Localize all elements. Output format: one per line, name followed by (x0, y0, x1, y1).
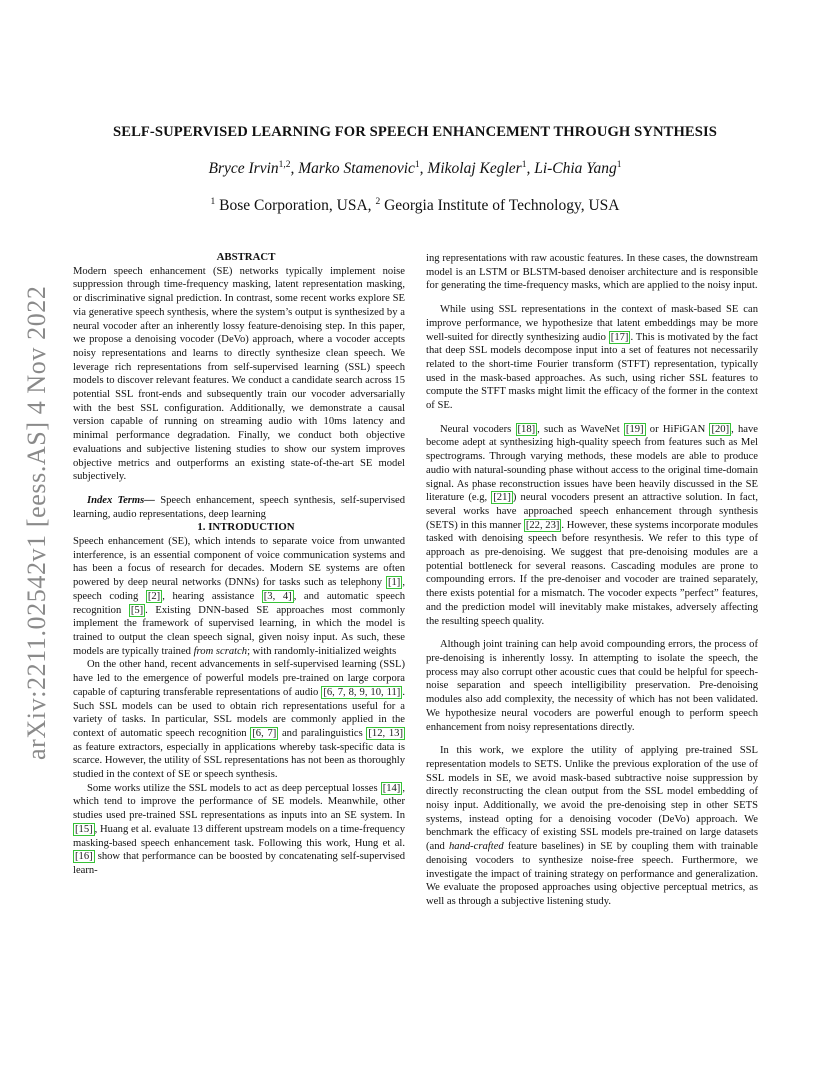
abstract-heading: ABSTRACT (216, 251, 276, 263)
abstract-text: Modern speech enhancement (SE) networks typically implement noise suppression through time-frequency masking, latent representation masking, or discriminative signal prediction. In contrast, some recent works explore SE via generative speech synthesis, where the system’s output is synthesized by a neural vocoder after an inherently lossy feature-denoising step. In this paper, we propose a denoising vocoder (DeVo) approach, where a vocoder accepts noisy representations and learns to directly synthesize clean speech. We leverage rich representations from self-supervised learning (SSL) speech models to discover relevant features. We conduct a candidate search across 15 potential SSL front-ends and subsequently train our vocoder adversarially with the best SSL configuration. Additionally, we demonstrate a causal version capable of running on streaming audio with 10ms latency and minimal performance degradation. Finally, we conduct both objective evaluations and subjective listening studies to show our system improves objective metrics and outperforms an existing state-of-the-art SE model subjectively. (73, 265, 405, 483)
text-run: On the other hand, recent advancements in self-supervised learning (SSL) have led to the emergence of powerful models pre-trained on large corpora capable of capturing transferable representations of audio (73, 659, 405, 698)
author-affil-mark: 1,2 (278, 159, 291, 170)
paper-title: SELF-SUPERVISED LEARNING FOR SPEECH ENHANCEMENT THROUGH SYNTHESIS (113, 124, 717, 140)
index-terms-text: Speech enhancement, speech synthesis, self-supervised learning, audio representations, deep learning (73, 494, 405, 520)
text-run: as feature extractors, especially in applications whereby task-specific data is scarce. However, the utility of SSL representations has not been as thoroughly studied in the context of SE or speech synthesis. (73, 741, 405, 781)
affil-mark: 2 (375, 196, 381, 207)
left-column (73, 251, 405, 878)
affil-mark: 1 (210, 196, 216, 207)
intro-paragraph-3-cont: ing representations with raw acoustic features. In these cases, the downstream model is an LSTM or BLSTM-based denoiser architecture and is responsible for generating the time-frequency masks, which are applied to the noisy input. (426, 253, 758, 292)
text-run: , such as WaveNet (537, 423, 624, 435)
text-run: , have become adept at synthesizing high-quality speech from features such as Mel spectrograms. Through varying methods, these models are able to produce audio with natural-sounding phase without access to the original time-domain signal. As phase reconstruction issues have been heavily discussed in the SE literature (e.g, (426, 423, 758, 504)
intro-paragraph-6: Although joint training can help avoid compounding errors, the process of pre-denoising is inherently lossy. In attempting to isolate the speech, the process may also corrupt other acoustic cues that could be helpful for speech-noise separation and speech intelligibility preservation. Pre-denoising modules also add complexity, the necessity of which has not been validated. We hypothesize neural vocoders are powerful enough to perform speech enhancement from noisy representations directly. (426, 639, 758, 733)
citation-link[interactable]: [2] (147, 590, 161, 602)
text-run: . Existing DNN-based SE approaches most commonly implement the framework of supervised learning, in which the model is trained to output the clean speech signal, given noisy input. As such, these models are typically trained (73, 604, 405, 657)
text-run: , which tend to improve the performance of SE models. Meanwhile, other studies used pre-trained SSL representations as inputs into an SE system. In (73, 782, 405, 822)
text-run: , hearing assistance (162, 590, 262, 602)
citation-link[interactable]: [1] (387, 577, 401, 589)
intro-paragraph-3 (73, 782, 405, 878)
citation-link[interactable]: [22, 23] (525, 519, 560, 531)
index-terms-label: Index Terms— (87, 494, 155, 506)
citation-link[interactable]: [20] (711, 423, 730, 435)
affiliation: Georgia Institute of Technology, USA (380, 197, 620, 214)
text-run: , and automatic speech recognition (73, 590, 406, 616)
text-run: Neural vocoders (440, 423, 516, 435)
text-run: or HiFiGAN (645, 423, 710, 435)
text-run: . However, these systems incorporate modules tasked with denoising speech before resynthesis. We refer to this type of approach as pre-denoising. We suggest that pre-denoising modules are a potential bottleneck for several reasons. Cascading modules are prone to compounding errors. If the pre-denoiser and vocoder are trained separately, there exists potential for a mismatch. The vocoder expects ”perfect” features, and the prediction model will inevitably make mistakes, adversely affecting the resulting speech quality. (426, 519, 758, 627)
author-affil-mark: 1 (521, 159, 527, 170)
author: , Marko Stamenovic (290, 160, 415, 177)
text-run: In this work, we explore the utility of applying pre-trained SSL representation models to SETS. Unlike the previous exploration of the use of SSL models in SE, we avoid mask-based subtractive noise suppression by directly reconstructing the clean output from the SSL model embedding of noisy input. Additionally, we avoid the pre-denoising step in other SETS systems, instead opting for a denoising vocoder (DeVo) approach. We benchmark the efficacy of existing SSL models pre-trained on large datasets (and (426, 745, 758, 853)
author-list (70, 160, 760, 178)
text-run: ; with randomly-initialized weights (247, 645, 397, 657)
author-affil-mark: 1 (616, 159, 622, 170)
citation-link[interactable]: [6, 7, 8, 9, 10, 11] (323, 686, 401, 698)
citation-link[interactable]: [15] (75, 823, 93, 835)
emphasis: from scratch (193, 645, 248, 657)
citation-link[interactable]: [5] (130, 604, 144, 616)
text-run: . This is motivated by the fact that deep SSL models decompose input into a set of features not necessarily related to the short-time Fourier transform (STFT) representation, typically used in the mask-based approaches. As such, using richer SSL features to compute the STFT masks might limit the efficacy of the former in the context of SE. (426, 331, 758, 412)
citation-link[interactable]: [21] (493, 492, 511, 504)
text-run: Some works utilize the SSL models to act as deep perceptual losses (87, 782, 381, 794)
intro-paragraph-4 (426, 303, 758, 413)
intro-paragraph-5 (426, 423, 758, 629)
citation-link[interactable]: [19] (625, 423, 644, 435)
author-affil-mark: 1 (414, 159, 420, 170)
text-run: feature baselines) in SE by coupling them with trainable denoising vocoders to synthesize noise-free speech. Furthermore, we investigate the impact of training strategy on performance and generalization. We evaluate the proposed approaches using objective perceptual metrics, as well as through a subjective listening study. (426, 841, 758, 907)
intro-paragraph-1 (73, 535, 405, 658)
text-run: , Huang et al. evaluate 13 different upstream models on a time-frequency masking-based speech enhancement task. Following this work, Hung et al. (73, 823, 405, 849)
arxiv-identifier: arXiv:2211.02542v1 [eess.AS] 4 Nov 2022 (22, 285, 51, 760)
text-run: Speech enhancement (SE), which intends to separate voice from unwanted interference, is an essential component of voice communication systems and has been a focus of research for decades. Modern SE systems are often powered by deep neural networks (DNNs) for tasks such as telephony (73, 536, 405, 589)
text-run: ) neural vocoders present an attractive solution. In fact, several works have approached speech enhancement through synthesis (SETS) in this manner (426, 492, 759, 531)
intro-paragraph-2 (73, 658, 405, 781)
affiliations (70, 197, 760, 215)
author: Bryce Irvin (208, 160, 279, 177)
text-run: show that performance can be boosted by concatenating self-supervised learn- (73, 851, 405, 876)
section-heading-introduction: 1. INTRODUCTION (197, 521, 295, 534)
citation-link[interactable]: [6, 7] (252, 727, 277, 739)
author: , Li-Chia Yang (526, 160, 617, 177)
citation-link[interactable]: [3, 4] (263, 590, 292, 602)
citation-link[interactable]: [16] (75, 851, 93, 863)
text-run: While using SSL representations in the context of mask-based SE can improve performance, we hypothesize that latent embeddings may be more well-suited for directly synthesizing audio (426, 304, 758, 343)
text-run: and paralinguistics (278, 727, 367, 739)
affiliation: Bose Corporation, USA, (215, 197, 376, 214)
text-run: . Such SSL models can be used to obtain rich representations useful for a variety of tasks. In particular, SSL models are commonly applied in the context of automatic speech recognition (73, 686, 405, 739)
right-column (426, 252, 758, 909)
citation-link[interactable]: [18] (517, 423, 536, 435)
emphasis: hand-crafted (448, 841, 504, 853)
citation-link[interactable]: [12, 13] (368, 727, 403, 739)
text-run: , speech coding (73, 577, 405, 602)
citation-link[interactable]: [17] (610, 331, 629, 343)
index-terms (73, 494, 405, 521)
citation-link[interactable]: [14] (382, 782, 401, 794)
author: , Mikolaj Kegler (419, 160, 522, 177)
intro-paragraph-7 (426, 744, 758, 908)
